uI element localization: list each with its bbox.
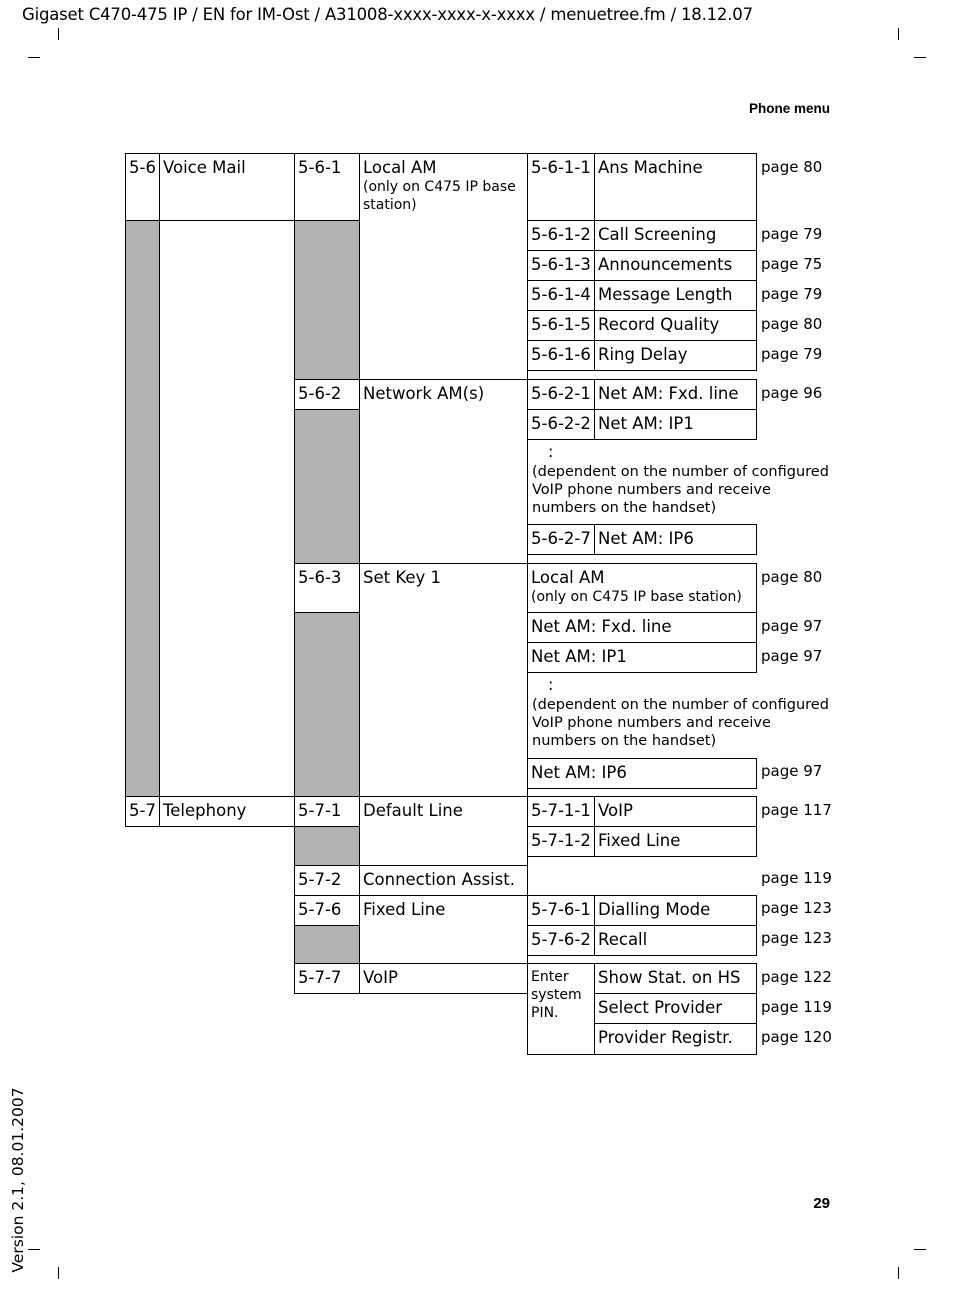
crop-mark	[28, 57, 40, 58]
menu-code-5-6-1-2: 5-6-1-2	[527, 220, 595, 251]
menu-label-net-am-fxd-line: Net AM: Fxd. line	[594, 379, 757, 410]
page-ref: page 97	[761, 617, 823, 635]
menu-label-fixed-line-empty	[359, 925, 528, 964]
menu-label-default-line-empty	[359, 826, 528, 866]
menu-label-fixed-line: Fixed Line	[359, 895, 528, 926]
crop-mark	[898, 28, 899, 40]
tree-filler	[126, 221, 159, 796]
page-ref: page 96	[761, 384, 823, 402]
page-number: 29	[813, 1195, 830, 1212]
menu-code-5-6-1-4: 5-6-1-4	[527, 280, 595, 311]
menu-label-local-am	[359, 153, 528, 221]
tree-filler	[295, 409, 359, 564]
menu-code-5-6-2: 5-6-2	[294, 379, 360, 410]
menu-label-set-key-ip1: Net AM: IP1	[527, 642, 757, 673]
dependency-note: (dependent on the number of configured VoIP phone numbers and receive numbers on the handset)	[532, 464, 829, 516]
menu-label-call-screening: Call Screening	[594, 220, 757, 251]
menu-code-5-7-7: 5-7-7	[294, 963, 360, 994]
crop-mark	[914, 57, 926, 58]
menu-label-recall: Recall	[594, 925, 757, 956]
menu-code-5-6-1-3: 5-6-1-3	[527, 250, 595, 281]
page-ref: page 117	[761, 801, 832, 819]
crop-mark	[58, 28, 59, 40]
crop-mark	[58, 1267, 59, 1279]
ellipsis-note	[532, 443, 832, 517]
menu-code-5-7-1-1: 5-7-1-1	[527, 796, 595, 827]
running-header: Gigaset C470-475 IP / EN for IM-Ost / A31008-xxxx-xxxx-x-xxxx / menuetree.fm / 18.12.07	[22, 5, 753, 24]
menu-label-show-stat: Show Stat. on HS	[594, 963, 757, 994]
page-ref: page 79	[761, 345, 823, 363]
menu-code-5-6-1-6: 5-6-1-6	[527, 340, 595, 371]
ellipsis-note	[532, 676, 832, 750]
menu-code-5-6-1-5: 5-6-1-5	[527, 310, 595, 341]
page-ref: page 79	[761, 225, 823, 243]
local-am-label: Local AM	[363, 158, 437, 177]
menu-label-fixed-line-option: Fixed Line	[594, 826, 757, 857]
tree-filler	[295, 221, 359, 379]
menu-label-set-key-1: Set Key 1	[359, 563, 528, 613]
version-note: Version 2.1, 08.01.2007	[9, 1087, 27, 1273]
menu-code-5-6-1: 5-6-1	[294, 153, 360, 221]
menu-code-5-7-6: 5-7-6	[294, 895, 360, 926]
menu-code-5-6-1-1: 5-6-1-1	[527, 153, 595, 221]
menu-label-local-am-empty	[359, 220, 528, 380]
ellipsis: :	[548, 675, 554, 694]
menu-label-announcements: Announcements	[594, 250, 757, 281]
menu-code-5-7-1: 5-7-1	[294, 796, 360, 827]
tree-border	[125, 220, 126, 797]
menu-code-5-7-6-2: 5-7-6-2	[527, 925, 595, 956]
menu-label-net-am-ip6: Net AM: IP6	[594, 524, 757, 555]
page-ref: page 80	[761, 158, 823, 176]
menu-code-5-6: 5-6	[125, 153, 160, 221]
ellipsis: :	[548, 442, 554, 461]
page-ref: page 123	[761, 929, 832, 947]
menu-code-5-6-2-2: 5-6-2-2	[527, 409, 595, 440]
menu-label-network-am: Network AM(s)	[359, 379, 528, 410]
menu-code-5-6-3: 5-6-3	[294, 563, 360, 613]
menu-label-voip: VoIP	[359, 963, 528, 994]
page-ref: page 80	[761, 315, 823, 333]
menu-label-default-line: Default Line	[359, 796, 528, 827]
menu-label-net-am-ip1: Net AM: IP1	[594, 409, 757, 440]
menu-label-telephony: Telephony	[159, 796, 295, 827]
tree-filler	[295, 826, 359, 865]
tree-filler	[295, 925, 359, 963]
menu-code-5-7-6-1: 5-7-6-1	[527, 895, 595, 926]
menu-label-dialling-mode: Dialling Mode	[594, 895, 757, 926]
menu-label-provider-registr: Provider Registr.	[594, 1023, 757, 1055]
menu-code-5-7-1-2: 5-7-1-2	[527, 826, 595, 857]
menu-code-5-6-2-7: 5-6-2-7	[527, 524, 595, 555]
menu-label-set-key-empty	[359, 612, 528, 797]
crop-mark	[898, 1267, 899, 1279]
menu-label-voice-mail: Voice Mail	[159, 153, 295, 221]
menu-label-ring-delay: Ring Delay	[594, 340, 757, 371]
menu-label-message-length: Message Length	[594, 280, 757, 311]
page-ref: page 119	[761, 998, 832, 1016]
menu-label-record-quality: Record Quality	[594, 310, 757, 341]
page-ref: page 80	[761, 568, 823, 586]
page-ref: page 97	[761, 762, 823, 780]
crop-mark	[28, 1249, 40, 1250]
page-ref: page 97	[761, 647, 823, 665]
menu-code-5-6-2-1: 5-6-2-1	[527, 379, 595, 410]
crop-mark	[914, 1249, 926, 1250]
menu-label-ans-machine: Ans Machine	[594, 153, 757, 221]
menu-code-5-7-2: 5-7-2	[294, 865, 360, 896]
menu-label-select-provider: Select Provider	[594, 993, 757, 1024]
menu-label-network-am-empty	[359, 409, 528, 564]
page-ref: page 119	[761, 869, 832, 887]
dependency-note: (dependent on the number of configured VoIP phone numbers and receive numbers on the handset)	[532, 697, 829, 749]
set-key-local-am-label: Local AM	[531, 568, 605, 587]
set-key-local-am-note: (only on C475 IP base station)	[531, 589, 742, 605]
page-ref: page 75	[761, 255, 823, 273]
local-am-note: (only on C475 IP base station)	[363, 179, 516, 213]
menu-label-set-key-fxd-line: Net AM: Fxd. line	[527, 612, 757, 643]
tree-filler	[295, 612, 359, 796]
menu-label-set-key-ip6: Net AM: IP6	[527, 758, 757, 789]
section-title: Phone menu	[748, 101, 830, 116]
menu-label-set-key-local-am	[527, 563, 757, 613]
page-ref: page 79	[761, 285, 823, 303]
page-ref: page 122	[761, 968, 832, 986]
page-ref: page 123	[761, 899, 832, 917]
menu-label-voip-line: VoIP	[594, 796, 757, 827]
page-ref: page 120	[761, 1028, 832, 1046]
system-pin-note: Enter system PIN.	[527, 963, 595, 1055]
tree-border	[159, 220, 160, 797]
menu-code-5-7: 5-7	[125, 796, 160, 827]
menu-label-connection-assist: Connection Assist.	[359, 865, 528, 896]
tree-border	[294, 220, 295, 797]
